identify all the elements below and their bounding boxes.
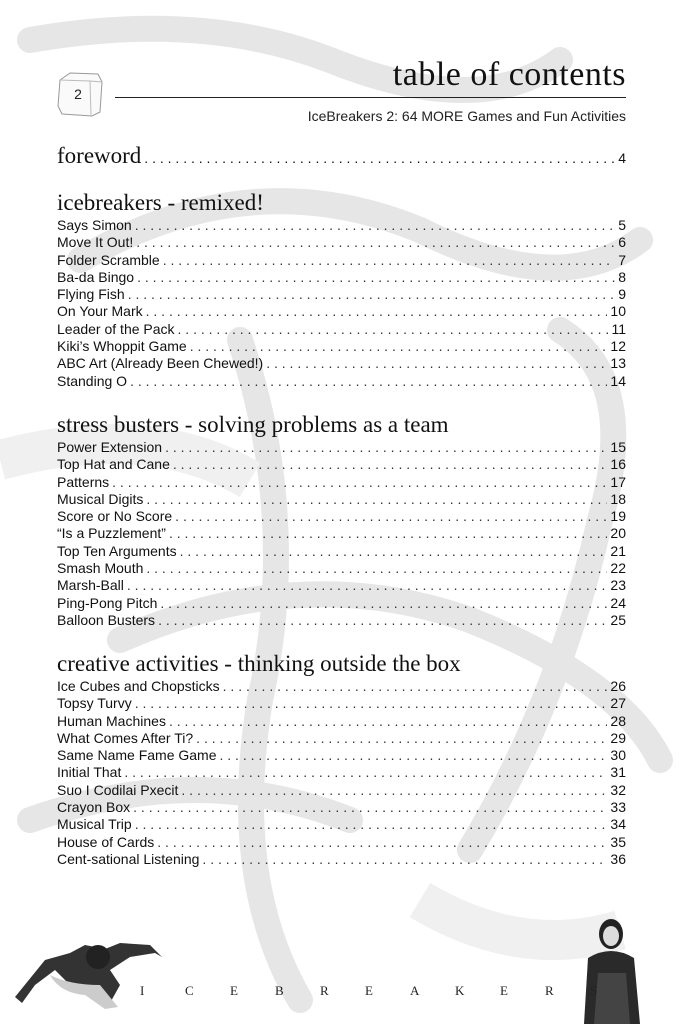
entry-title: Top Hat and Cane — [57, 456, 170, 473]
entry-title: Ping-Pong Pitch — [57, 594, 158, 611]
dot-leader — [137, 269, 615, 286]
entry-title: Marsh-Ball — [57, 577, 124, 594]
entry-title: Flying Fish — [57, 286, 125, 303]
entry-title: Topsy Turvy — [57, 695, 132, 712]
toc-entry[interactable] — [57, 286, 626, 303]
toc-entry[interactable] — [57, 543, 626, 560]
dot-leader — [128, 286, 616, 303]
dot-leader — [146, 560, 607, 577]
dot-leader — [169, 525, 607, 542]
footer-wordmark — [140, 983, 635, 999]
toc-entry[interactable] — [57, 303, 626, 320]
dot-leader — [266, 355, 607, 372]
dot-leader — [124, 764, 607, 781]
page-ref: 22 — [610, 560, 626, 577]
foreword-entry — [57, 142, 626, 170]
dot-leader — [112, 474, 607, 491]
page-ref: 18 — [610, 490, 626, 507]
entry-title: Ba-da Bingo — [57, 268, 135, 285]
page-ref: 7 — [618, 251, 626, 268]
page-ref: 30 — [610, 747, 626, 764]
dot-leader — [136, 234, 615, 251]
toc-entry[interactable] — [57, 577, 626, 594]
dot-leader — [160, 595, 607, 612]
entry-title: Top Ten Arguments — [57, 542, 177, 559]
dot-leader — [146, 491, 607, 508]
toc-entry[interactable] — [57, 695, 626, 712]
entry-title: Cent-sational Listening — [57, 850, 200, 867]
dot-leader — [157, 834, 607, 851]
entry-title: Human Machines — [57, 712, 166, 729]
dot-leader — [135, 217, 616, 234]
entry-title: Musical Digits — [57, 490, 144, 507]
toc-entry[interactable] — [57, 252, 626, 269]
entry-title: Kiki’s Whoppit Game — [57, 338, 187, 355]
section-heading: icebreakers - remixed! — [57, 190, 264, 215]
dot-leader — [163, 252, 616, 269]
entry-title: What Comes After Ti? — [57, 729, 194, 746]
footer-letter: B — [275, 983, 284, 998]
dot-leader — [169, 713, 607, 730]
toc-entry[interactable] — [57, 851, 626, 868]
toc-entry[interactable] — [57, 338, 626, 355]
page-ref: 36 — [610, 850, 626, 867]
footer-letter: E — [500, 983, 508, 998]
dot-leader — [175, 508, 607, 525]
toc-entry[interactable] — [57, 713, 626, 730]
toc-entry[interactable] — [57, 355, 626, 372]
entry-title: Patterns — [57, 473, 110, 490]
page-ref: 10 — [610, 303, 626, 320]
section-heading: stress busters - solving problems as a team — [57, 412, 449, 437]
page-ref: 16 — [610, 456, 626, 473]
title-rule — [115, 97, 626, 98]
section-icebreakers — [57, 189, 626, 390]
dot-leader — [196, 730, 607, 747]
page-ref: 9 — [618, 286, 626, 303]
entry-title: Musical Trip — [57, 816, 132, 833]
toc-entry[interactable] — [57, 474, 626, 491]
toc-entry[interactable] — [57, 678, 626, 695]
entry-title: “Is a Puzzlement” — [57, 525, 166, 542]
dot-leader — [202, 851, 607, 868]
toc-entry[interactable] — [57, 234, 626, 251]
page-ref: 12 — [610, 338, 626, 355]
page-ref: 33 — [610, 799, 626, 816]
entry-title: Suo I Codilai Pxecit — [57, 781, 179, 798]
footer-letter: E — [230, 983, 238, 998]
dot-leader — [130, 373, 607, 390]
entry-title: Same Name Fame Game — [57, 747, 217, 764]
toc-entry[interactable] — [57, 491, 626, 508]
toc-entry[interactable] — [57, 730, 626, 747]
toc-entry[interactable] — [57, 217, 626, 234]
entry-title: Leader of the Pack — [57, 320, 175, 337]
page-ref: 24 — [610, 594, 626, 611]
footer-letter: E — [365, 983, 373, 998]
page-ref: 4 — [618, 150, 626, 166]
toc-entry[interactable] — [57, 595, 626, 612]
dot-leader — [180, 543, 608, 560]
dot-leader — [135, 695, 608, 712]
book-subtitle: IceBreakers 2: 64 MORE Games and Fun Activities — [307, 108, 626, 124]
toc-entry[interactable] — [57, 612, 626, 629]
entry-title: Ice Cubes and Chopsticks — [57, 678, 220, 694]
toc-entry[interactable] — [57, 747, 626, 764]
entry-title: House of Cards — [57, 833, 155, 850]
entry-title: Move It Out! — [57, 234, 134, 251]
entry-title: On Your Mark — [57, 303, 143, 320]
dot-leader — [165, 439, 607, 456]
entry-title: Power Extension — [57, 439, 163, 455]
page-ref: 21 — [610, 542, 626, 559]
dot-leader — [223, 678, 608, 695]
page-ref: 5 — [618, 217, 626, 233]
page-ref: 14 — [610, 372, 626, 389]
page-ref: 25 — [610, 611, 626, 628]
foreword-heading: foreword — [57, 143, 142, 168]
page-ref: 32 — [610, 781, 626, 798]
page-ref: 17 — [610, 473, 626, 490]
entry-title: Smash Mouth — [57, 560, 144, 577]
dot-leader — [135, 816, 608, 833]
toc-entry[interactable] — [57, 799, 626, 816]
page-ref: 13 — [610, 355, 626, 372]
dot-leader — [178, 321, 609, 338]
page-ref: 6 — [618, 234, 626, 251]
toc-entry[interactable] — [57, 456, 626, 473]
dot-leader — [190, 338, 608, 355]
toc-entry[interactable] — [57, 782, 626, 799]
dot-leader — [220, 747, 608, 764]
page-ref: 15 — [610, 439, 626, 455]
page-number: 2 — [74, 86, 82, 102]
page-number-ice-cube — [56, 70, 106, 118]
page-ref: 28 — [610, 712, 626, 729]
page-ref: 34 — [610, 816, 626, 833]
dot-leader — [133, 799, 607, 816]
dot-leader — [181, 782, 607, 799]
toc-entry[interactable] — [57, 269, 626, 286]
entry-title: Score or No Score — [57, 508, 173, 525]
page-ref: 20 — [610, 525, 626, 542]
page-title: table of contents — [392, 56, 626, 93]
toc-entry[interactable] — [57, 508, 626, 525]
toc-entry[interactable] — [57, 560, 626, 577]
smiling-girl-photo — [578, 918, 648, 1024]
footer-letter: I — [140, 983, 145, 998]
page-ref: 23 — [610, 577, 626, 594]
section-stress-busters — [57, 411, 626, 629]
footer-letter: S — [590, 983, 598, 998]
toc-entry[interactable] — [57, 764, 626, 781]
page-ref: 29 — [610, 729, 626, 746]
footer-letter: K — [455, 983, 465, 998]
toc-entry[interactable] — [57, 816, 626, 833]
dot-leader — [127, 577, 608, 594]
entry-title: Initial That — [57, 764, 122, 781]
dot-leader — [173, 456, 608, 473]
section-heading: creative activities - thinking outside the box — [57, 651, 461, 676]
toc-entry[interactable] — [57, 373, 626, 390]
page-ref: 35 — [610, 833, 626, 850]
footer-letter: C — [185, 983, 194, 998]
entry-title: Balloon Busters — [57, 611, 156, 628]
toc-entry[interactable] — [57, 439, 626, 456]
footer-letter: R — [320, 983, 329, 998]
section-creative-activities — [57, 650, 626, 868]
entry-title: Crayon Box — [57, 799, 131, 816]
toc-entry[interactable] — [57, 525, 626, 542]
footer-letter: A — [410, 983, 420, 998]
page-ref: 31 — [610, 764, 626, 781]
page-ref: 8 — [618, 268, 626, 285]
entry-title: Folder Scramble — [57, 251, 160, 268]
page-ref: 27 — [610, 695, 626, 712]
entry-title: Says Simon — [57, 217, 132, 233]
toc-entry[interactable] — [57, 834, 626, 851]
entry-title: ABC Art (Already Been Chewed!) — [57, 355, 264, 372]
toc-entry[interactable] — [57, 321, 626, 338]
entry-title: Standing O — [57, 372, 128, 389]
page-ref: 11 — [611, 320, 626, 337]
footer-letter: R — [545, 983, 554, 998]
dot-leader — [146, 303, 608, 320]
dot-leader — [144, 150, 615, 166]
dot-leader — [158, 612, 607, 629]
page-ref: 26 — [610, 678, 626, 694]
page-ref: 19 — [610, 508, 626, 525]
